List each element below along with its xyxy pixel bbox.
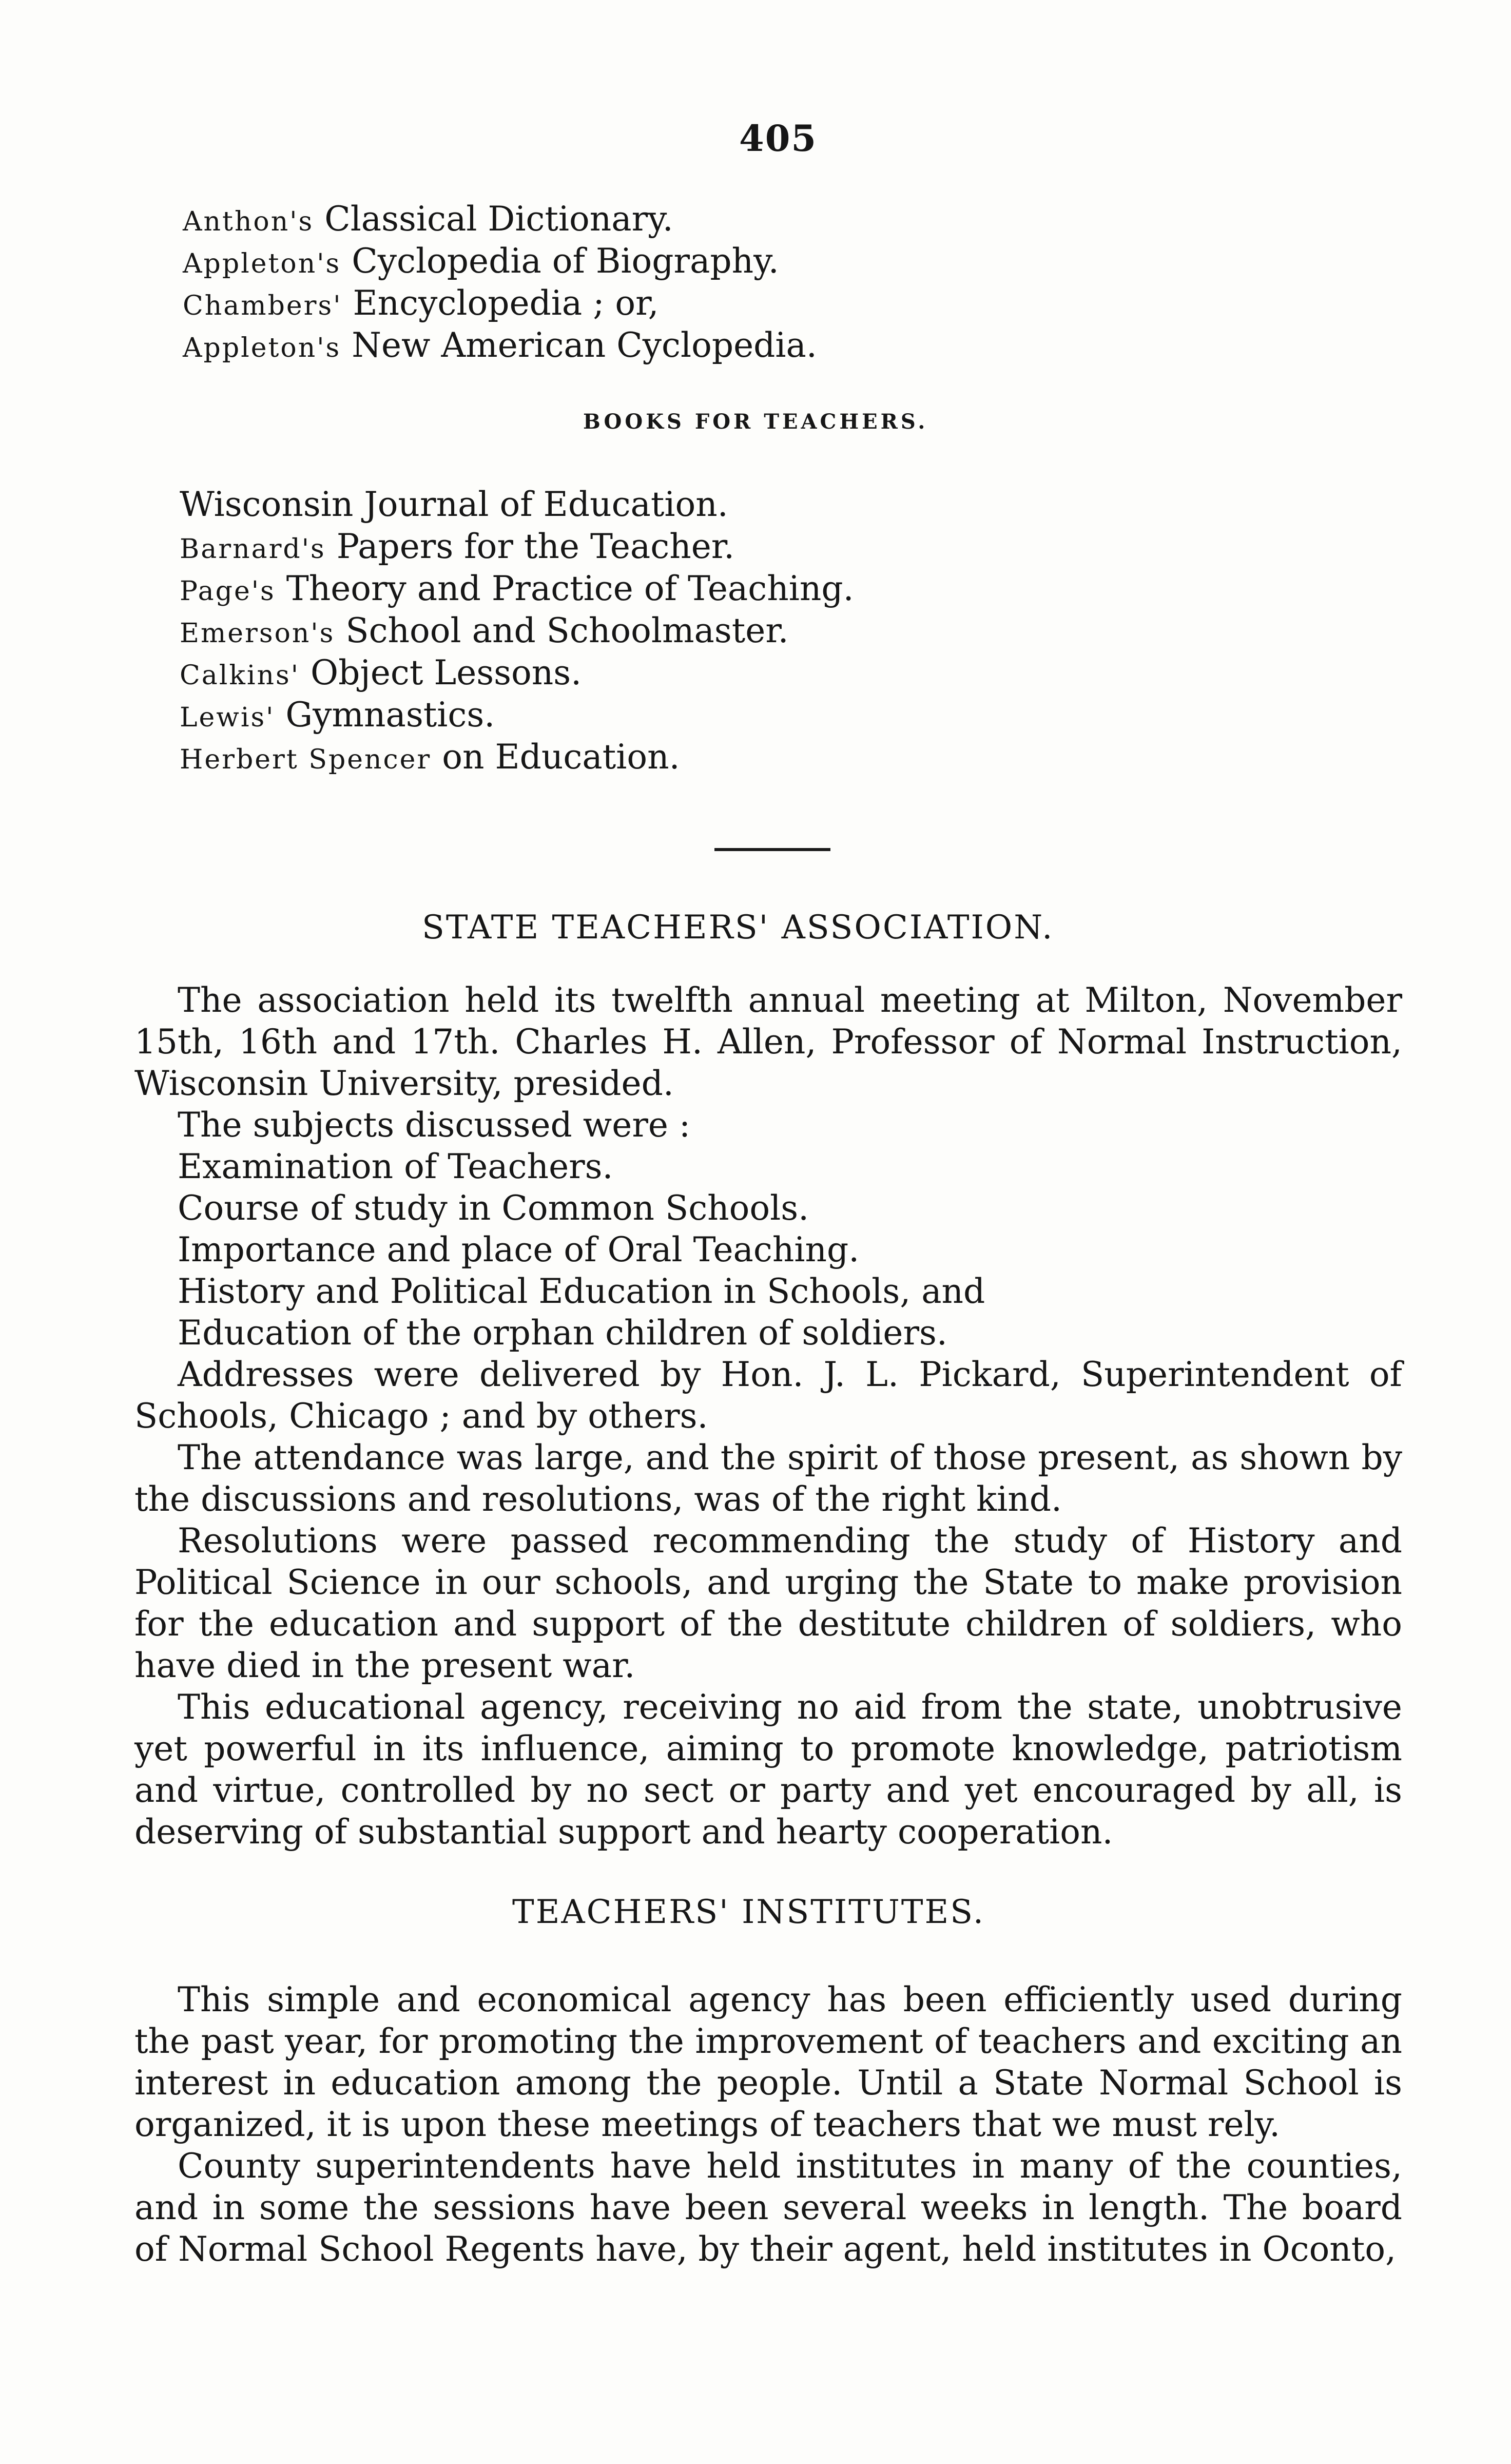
- list-item: Course of study in Common Schools.: [178, 1188, 809, 1228]
- book-title: Theory and Practice of Teaching.: [286, 569, 854, 608]
- institutes-paragraph-2: County superintendents have held institutes in many of the counties, and in some the sessions have been several weeks in length. The board of Normal School Regents have, by their agent, held institutes in Oconto,: [134, 2146, 1402, 2269]
- section-divider: [714, 848, 830, 851]
- book-author: Barnard's: [180, 534, 326, 565]
- list-item: Education of the orphan children of soldiers.: [178, 1313, 947, 1353]
- page-number: 405: [739, 117, 818, 160]
- list-item: [180, 484, 854, 526]
- teachers-institutes-heading: TEACHERS' INSTITUTES.: [512, 1893, 985, 1931]
- list-item: [183, 324, 817, 367]
- book-author: Appleton's: [183, 333, 341, 363]
- book-title: on Education.: [442, 737, 680, 777]
- books-for-teachers-list: [180, 484, 854, 778]
- book-author: Chambers': [183, 291, 342, 321]
- state-teachers-association-heading: STATE TEACHERS' ASSOCIATION.: [422, 909, 1054, 947]
- list-item: [180, 610, 854, 652]
- agency-paragraph: This educational agency, receiving no aid from the state, unobtrusive yet powerful in its influence, aiming to promote knowledge, patriotism and virtue, controlled by no sect or party and yet encouraged by all, is deserving of substantial support and hearty cooperation.: [134, 1687, 1402, 1852]
- list-item: Examination of Teachers.: [178, 1147, 613, 1186]
- attendance-paragraph: The attendance was large, and the spirit of those present, as shown by the discussions and resolutions, was of the right kind.: [134, 1438, 1402, 1519]
- book-title: Wisconsin Journal of Education.: [180, 485, 728, 524]
- reference-books-list: [183, 198, 817, 367]
- book-title: New American Cyclopedia.: [352, 325, 817, 365]
- list-item: [183, 198, 817, 240]
- subjects-list: [178, 1146, 985, 1354]
- list-item: [180, 526, 854, 568]
- book-author: Appleton's: [183, 248, 341, 279]
- list-item: [180, 736, 854, 778]
- book-title: Encyclopedia ; or,: [353, 283, 659, 323]
- list-item: Importance and place of Oral Teaching.: [178, 1230, 860, 1269]
- books-for-teachers-heading: BOOKS FOR TEACHERS.: [583, 410, 928, 434]
- book-author: Lewis': [180, 702, 275, 733]
- book-title: Cyclopedia of Biography.: [352, 241, 779, 281]
- list-item: [180, 694, 854, 736]
- list-item: [183, 240, 817, 282]
- book-title: Papers for the Teacher.: [336, 527, 735, 566]
- book-title: School and Schoolmaster.: [345, 611, 789, 650]
- addresses-paragraph: Addresses were delivered by Hon. J. L. Pickard, Superintendent of Schools, Chicago ; and by others.: [134, 1355, 1402, 1436]
- book-title: Classical Dictionary.: [324, 199, 673, 239]
- institutes-paragraph-1: This simple and economical agency has been efficiently used during the past year, for promoting the improvement of teachers and exciting an interest in education among the people. Until a State Normal School is organized, it is upon these meetings of teachers that we must rely.: [134, 1980, 1402, 2144]
- association-intro-paragraph: The association held its twelfth annual meeting at Milton, November 15th, 16th and 17th. Charles H. Allen, Professor of Normal Instruction, Wisconsin University, presided.: [134, 980, 1402, 1103]
- list-item: [180, 568, 854, 610]
- book-author: Emerson's: [180, 618, 335, 649]
- book-author: Herbert Spencer: [180, 744, 432, 775]
- list-item: [180, 652, 854, 694]
- list-item: History and Political Education in Schools, and: [178, 1272, 985, 1311]
- subjects-lead-paragraph: The subjects discussed were :: [178, 1105, 691, 1145]
- book-title: Gymnastics.: [285, 695, 495, 735]
- list-item: [183, 282, 817, 324]
- resolutions-paragraph: Resolutions were passed recommending the study of History and Political Science in our schools, and urging the State to make provision for the education and support of the destitute children of soldiers, who have died in the present war.: [134, 1521, 1402, 1685]
- book-author: Page's: [180, 576, 276, 607]
- book-author: Anthon's: [183, 206, 314, 237]
- book-author: Calkins': [180, 660, 300, 691]
- book-title: Object Lessons.: [311, 653, 582, 692]
